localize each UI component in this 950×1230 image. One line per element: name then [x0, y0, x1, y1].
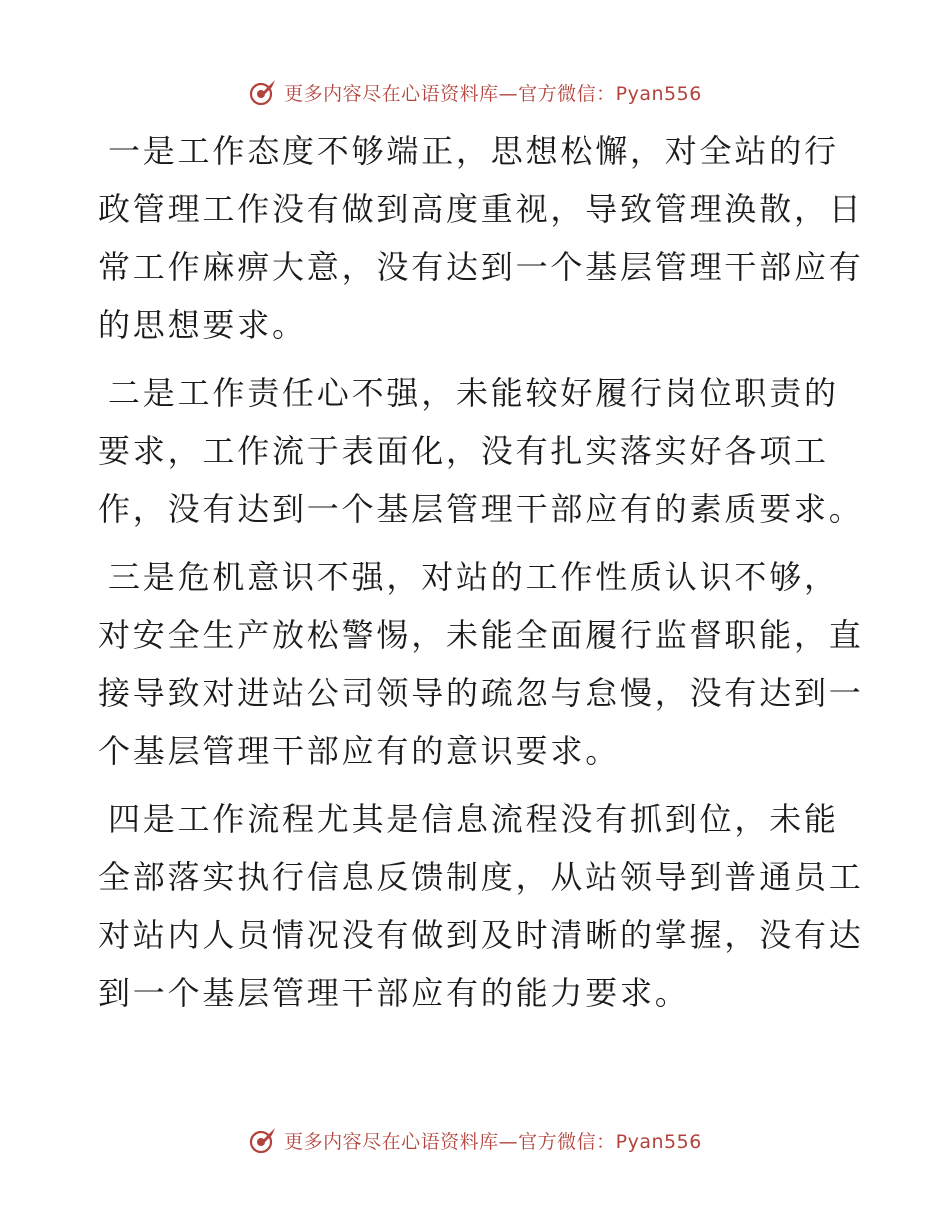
- line-text: 对安全生产放松警惕，未能全面履行监督职能，直: [98, 616, 864, 654]
- document-body: [0, 122, 950, 1032]
- quill-pen-logo-icon: [248, 77, 278, 107]
- line-text: 作，没有达到一个基层管理干部应有的素质要求。: [98, 490, 864, 528]
- line-text: 个基层管理干部应有的意识要求。: [98, 732, 621, 770]
- paragraph-3: [0, 548, 950, 780]
- line-text: 三是危机意识不强，对站的工作性质认识不够，: [108, 558, 839, 596]
- quill-pen-logo-icon: [248, 1125, 278, 1155]
- line-text: 接导致对进站公司领导的疏忽与怠慢，没有达到一: [98, 674, 864, 712]
- line-text: 一是工作态度不够端正，思想松懈，对全站的行: [108, 132, 839, 170]
- paragraph-line: [0, 364, 950, 422]
- line-text: 常工作麻痹大意，没有达到一个基层管理干部应有: [98, 248, 864, 286]
- paragraph-line: [0, 122, 950, 180]
- line-text: 四是工作流程尤其是信息流程没有抓到位，未能: [108, 800, 839, 838]
- paragraph-line: [0, 606, 950, 664]
- paragraph-line: [0, 848, 950, 906]
- header-banner-text: 更多内容尽在心语资料库—官方微信：Pyan556: [284, 82, 702, 105]
- paragraph-line: [0, 906, 950, 964]
- paragraph-line: [0, 238, 950, 296]
- line-text: 到一个基层管理干部应有的能力要求。: [98, 974, 690, 1012]
- paragraph-line: [0, 548, 950, 606]
- footer-banner: [0, 1120, 950, 1160]
- paragraph-1: [0, 122, 950, 354]
- line-text: 全部落实执行信息反馈制度，从站领导到普通员工: [98, 858, 864, 896]
- paragraph-2: [0, 364, 950, 538]
- line-text: 对站内人员情况没有做到及时清晰的掌握，没有达: [98, 916, 864, 954]
- paragraph-line: [0, 180, 950, 238]
- line-text: 要求，工作流于表面化，没有扎实落实好各项工: [98, 432, 829, 470]
- header-banner: [0, 72, 950, 112]
- line-text: 的思想要求。: [98, 306, 307, 344]
- paragraph-line: [0, 722, 950, 780]
- paragraph-4: [0, 790, 950, 1022]
- paragraph-line: [0, 790, 950, 848]
- paragraph-line: [0, 422, 950, 480]
- paragraph-line: [0, 296, 950, 354]
- paragraph-line: [0, 664, 950, 722]
- line-text: 政管理工作没有做到高度重视，导致管理涣散，日: [98, 190, 864, 228]
- footer-banner-text: 更多内容尽在心语资料库—官方微信：Pyan556: [284, 1130, 702, 1153]
- paragraph-line: [0, 480, 950, 538]
- line-text: 二是工作责任心不强，未能较好履行岗位职责的: [108, 374, 839, 412]
- paragraph-line: [0, 964, 950, 1022]
